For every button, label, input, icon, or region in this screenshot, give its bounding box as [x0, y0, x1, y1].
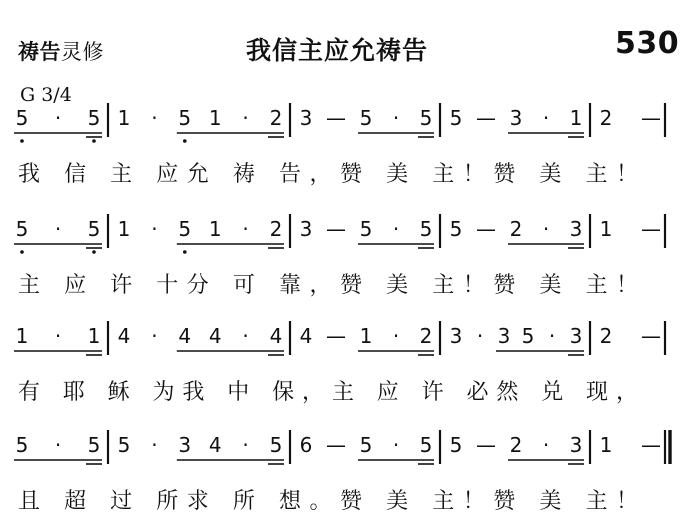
lower-octave-dot — [183, 250, 187, 254]
note-digit: 3 — [178, 433, 192, 457]
dash-mark: — — [476, 106, 496, 130]
dot-mark: · — [54, 217, 62, 241]
note-digit: 2 — [509, 217, 523, 241]
lower-octave-dot — [92, 139, 96, 143]
note-digit: 1 — [87, 324, 101, 348]
note-digit: 5 — [449, 217, 463, 241]
score-system — [14, 214, 665, 298]
lyric-line: 有 耶 稣 为我 中 保，主 应 许 必然 兑 现， — [18, 380, 639, 405]
note-digit: 2 — [599, 324, 613, 348]
note-digit: 1 — [208, 106, 222, 130]
dot-mark: · — [151, 217, 158, 241]
score-system — [14, 103, 665, 187]
dot-mark: · — [542, 217, 550, 241]
note-digit: 5 — [15, 217, 29, 241]
dash-mark: — — [326, 324, 346, 348]
note-digit: 5 — [359, 217, 373, 241]
dot-mark: · — [548, 324, 556, 348]
lower-octave-dot — [92, 250, 96, 254]
note-digit: 4 — [208, 433, 222, 457]
note-digit: 2 — [269, 217, 283, 241]
note-digit: 1 — [208, 217, 222, 241]
note-digit: 5 — [359, 433, 373, 457]
note-digit: 5 — [359, 106, 373, 130]
dot-mark: · — [242, 106, 249, 130]
lower-octave-dot — [20, 250, 24, 254]
note-digit: 5 — [449, 106, 463, 130]
note-digit: 4 — [299, 324, 313, 348]
dash-mark: — — [641, 324, 661, 348]
note-digit: 3 — [497, 324, 511, 348]
note-digit: 5 — [117, 433, 131, 457]
note-digit: 5 — [419, 106, 433, 130]
dot-mark: · — [392, 106, 400, 130]
note-digit: 5 — [419, 217, 433, 241]
dash-mark: — — [476, 433, 496, 457]
note-digit: 3 — [299, 217, 313, 241]
note-digit: 3 — [449, 324, 463, 348]
category-light-label: 灵修 — [61, 40, 104, 64]
note-digit: 5 — [269, 433, 283, 457]
dash-mark: — — [476, 217, 496, 241]
dot-mark: · — [476, 324, 484, 348]
note-digit: 5 — [419, 433, 433, 457]
note-digit: 5 — [178, 217, 192, 241]
key-time-signature: G 3/4 — [20, 84, 72, 106]
score-system — [14, 321, 665, 405]
note-digit: 5 — [87, 433, 101, 457]
dot-mark: · — [242, 433, 249, 457]
note-digit: 4 — [208, 324, 222, 348]
note-digit: 1 — [117, 217, 131, 241]
dash-mark: — — [326, 106, 346, 130]
note-digit: 4 — [269, 324, 283, 348]
note-digit: 1 — [15, 324, 29, 348]
dot-mark: · — [54, 324, 62, 348]
note-digit: 3 — [569, 324, 583, 348]
note-digit: 4 — [117, 324, 131, 348]
note-digit: 3 — [299, 106, 313, 130]
dot-mark: · — [242, 324, 249, 348]
dot-mark: · — [151, 324, 158, 348]
note-digit: 1 — [599, 217, 613, 241]
dot-mark: · — [392, 433, 400, 457]
note-digit: 5 — [15, 106, 29, 130]
note-digit: 1 — [569, 106, 583, 130]
lower-octave-dot — [183, 139, 187, 143]
note-digit: 6 — [299, 433, 313, 457]
dot-mark: · — [151, 433, 158, 457]
dot-mark: · — [242, 217, 249, 241]
note-digit: 5 — [178, 106, 192, 130]
note-digit: 1 — [359, 324, 373, 348]
note-digit: 2 — [269, 106, 283, 130]
note-digit: 3 — [569, 217, 583, 241]
dash-mark: — — [326, 433, 346, 457]
dot-mark: · — [54, 106, 62, 130]
lyric-line: 主 应 许 十分 可 靠，赞 美 主！赞 美 主！ — [18, 273, 638, 298]
dash-mark: — — [641, 433, 661, 457]
lyric-line: 我 信 主 应允 祷 告，赞 美 主！赞 美 主！ — [18, 162, 638, 187]
note-digit: 5 — [449, 433, 463, 457]
dash-mark: — — [641, 106, 661, 130]
hymn-number: 530 — [615, 26, 680, 61]
dot-mark: · — [151, 106, 158, 130]
note-digit: 4 — [178, 324, 192, 348]
note-digit: 1 — [599, 433, 613, 457]
dot-mark: · — [542, 433, 550, 457]
note-digit: 3 — [509, 106, 523, 130]
note-digit: 5 — [521, 324, 535, 348]
note-digit: 2 — [419, 324, 433, 348]
dot-mark: · — [392, 324, 400, 348]
lower-octave-dot — [20, 139, 24, 143]
dot-mark: · — [54, 433, 62, 457]
note-digit: 3 — [569, 433, 583, 457]
note-digit: 1 — [117, 106, 131, 130]
note-digit: 2 — [509, 433, 523, 457]
dot-mark: · — [542, 106, 550, 130]
dot-mark: · — [392, 217, 400, 241]
dash-mark: — — [641, 217, 661, 241]
lyric-line: 且 超 过 所求 所 想。赞 美 主！赞 美 主！ — [18, 489, 638, 514]
hymn-title: 我信主应允祷告 — [246, 36, 429, 65]
score-system — [14, 430, 670, 514]
note-digit: 2 — [599, 106, 613, 130]
note-digit: 5 — [15, 433, 29, 457]
dash-mark: — — [326, 217, 346, 241]
category-bold-label: 祷告 — [18, 40, 61, 64]
note-digit: 5 — [87, 217, 101, 241]
note-digit: 5 — [87, 106, 101, 130]
